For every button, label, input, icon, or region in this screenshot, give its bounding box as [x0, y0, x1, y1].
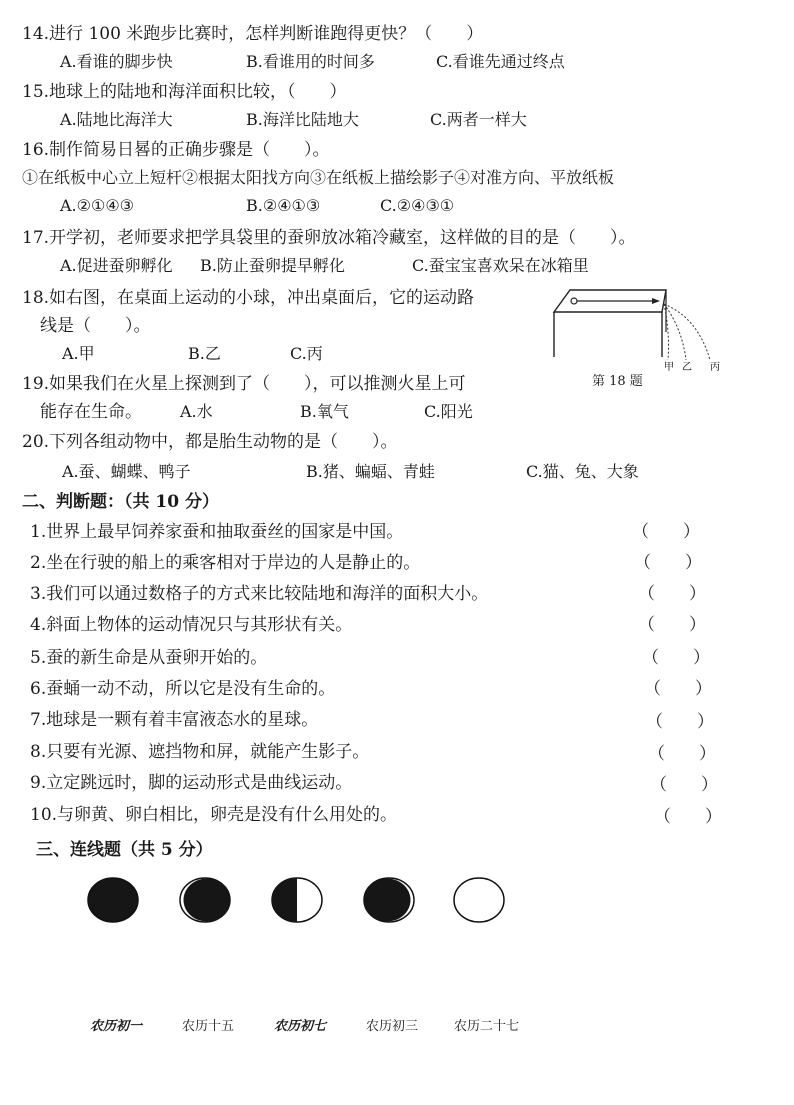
judgment-answer-5[interactable]: （ ） — [642, 648, 710, 668]
q20-option-b: B.猪、蝙蝠、青蛙 — [306, 462, 435, 481]
judgment-answer-6[interactable]: （ ） — [644, 679, 712, 699]
q14-option-a: A.看谁的脚步快 — [60, 52, 173, 71]
label-yi: 乙 — [682, 362, 692, 372]
q19-option-c: C.阳光 — [424, 402, 473, 421]
judgment-answer-10[interactable]: （ ） — [654, 807, 722, 827]
judgment-answer-9[interactable]: （ ） — [650, 775, 718, 795]
q14-option-b: B.看谁用的时间多 — [246, 52, 375, 71]
question-16: 16.制作简易日晷的正确步骤是（ ）。 — [22, 140, 330, 160]
question-20: 20.下列各组动物中，都是胎生动物的是（ ）。 — [22, 432, 398, 452]
section-judgment-title: 二、判断题：（共 10 分） — [22, 492, 219, 512]
full-moon-icon[interactable] — [452, 876, 506, 924]
waning-crescent-moon-icon[interactable] — [362, 876, 416, 924]
q15-option-b: B.海洋比陆地大 — [246, 110, 359, 129]
q16-option-a: A.②①④③ — [60, 196, 135, 215]
label-jia: 甲 — [664, 362, 674, 372]
question-18: 18.如右图，在桌面上运动的小球，冲出桌面后，它的运动路 — [22, 288, 475, 308]
label-chuyi[interactable]: 农历初一 — [90, 1019, 143, 1034]
q18-option-a: A.甲 — [62, 344, 95, 363]
judgment-answer-7[interactable]: （ ） — [646, 712, 714, 732]
label-bing: 丙 — [710, 362, 720, 372]
q15-option-c: C.两者一样大 — [430, 110, 527, 129]
judgment-item-6: 6.蚕蛹一动不动，所以它是没有生命的。 — [30, 679, 336, 699]
q16-option-c: C.②④③① — [380, 196, 455, 215]
nearly-new-moon-icon[interactable] — [178, 876, 232, 924]
judgment-answer-4[interactable]: （ ） — [638, 615, 706, 635]
judgment-item-2: 2.坐在行驶的船上的乘客相对于岸边的人是静止的。 — [30, 553, 421, 573]
judgment-item-7: 7.地球是一颗有着丰富液态水的星球。 — [30, 710, 319, 730]
figure-caption: 第 18 题 — [592, 374, 643, 389]
judgment-item-3: 3.我们可以通过数格子的方式来比较陆地和海洋的面积大小。 — [30, 584, 489, 604]
label-ershiqi[interactable]: 农历二十七 — [454, 1019, 520, 1034]
q17-option-a: A.促进蚕卵孵化 — [60, 256, 173, 275]
judgment-item-1: 1.世界上最早饲养家蚕和抽取蚕丝的国家是中国。 — [30, 522, 404, 542]
judgment-answer-2[interactable]: （ ） — [634, 553, 702, 573]
judgment-item-4: 4.斜面上物体的运动情况只与其形状有关。 — [30, 615, 353, 635]
q17-option-b: B.防止蚕卵提早孵化 — [200, 256, 345, 275]
question-18-continued: 线是（ ）。 — [40, 316, 151, 336]
judgment-answer-8[interactable]: （ ） — [648, 744, 716, 764]
label-chuqi[interactable]: 农历初七 — [274, 1019, 327, 1034]
judgment-answer-1[interactable]: （ ） — [632, 522, 700, 542]
question-15: 15.地球上的陆地和海洋面积比较，（ ） — [22, 82, 347, 102]
q16-steps: ①在纸板中心立上短杆②根据太阳找方向③在纸板上描绘影子④对准方向、平放纸板 — [22, 168, 615, 187]
q18-option-c: C.丙 — [290, 344, 323, 363]
question-14: 14.进行 100 米跑步比赛时，怎样判断谁跑得更快？（ ） — [22, 24, 484, 44]
section-matching-title: 三、连线题（共 5 分） — [36, 840, 213, 860]
q20-option-a: A.蚕、蝴蝶、鸭子 — [62, 462, 191, 481]
judgment-item-9: 9.立定跳远时，脚的运动形式是曲线运动。 — [30, 773, 353, 793]
arrow-head — [652, 298, 660, 304]
q16-option-b: B.②④①③ — [246, 196, 321, 215]
q17-option-c: C.蚕宝宝喜欢呆在冰箱里 — [412, 256, 589, 275]
q19-option-a: A.水 — [180, 402, 213, 421]
question-19: 19.如果我们在火星上探测到了（ ），可以推测火星上可 — [22, 374, 466, 394]
path-yi — [664, 304, 686, 360]
q20-option-c: C.猫、兔、大象 — [526, 462, 639, 481]
judgment-item-8: 8.只要有光源、遮挡物和屏，就能产生影子。 — [30, 742, 370, 762]
question-19-continued: 能存在生命。 — [40, 402, 142, 422]
first-quarter-moon-icon[interactable] — [270, 876, 324, 924]
table-ball-figure — [548, 282, 728, 372]
q19-option-b: B.氧气 — [300, 402, 349, 421]
question-17: 17.开学初，老师要求把学具袋里的蚕卵放冰箱冷藏室，这样做的目的是（ ）。 — [22, 228, 636, 248]
label-shiwu[interactable]: 农历十五 — [182, 1019, 235, 1034]
q18-option-b: B.乙 — [188, 344, 221, 363]
ball — [571, 298, 577, 304]
path-bing — [664, 304, 710, 360]
judgment-answer-3[interactable]: （ ） — [638, 584, 706, 604]
q15-option-a: A.陆地比海洋大 — [60, 110, 173, 129]
judgment-item-10: 10.与卵黄、卵白相比，卵壳是没有什么用处的。 — [30, 805, 398, 825]
label-chusan[interactable]: 农历初三 — [366, 1019, 419, 1034]
q14-option-c: C.看谁先通过终点 — [436, 52, 565, 71]
judgment-item-5: 5.蚕的新生命是从蚕卵开始的。 — [30, 648, 268, 668]
new-moon-icon[interactable] — [86, 876, 140, 924]
